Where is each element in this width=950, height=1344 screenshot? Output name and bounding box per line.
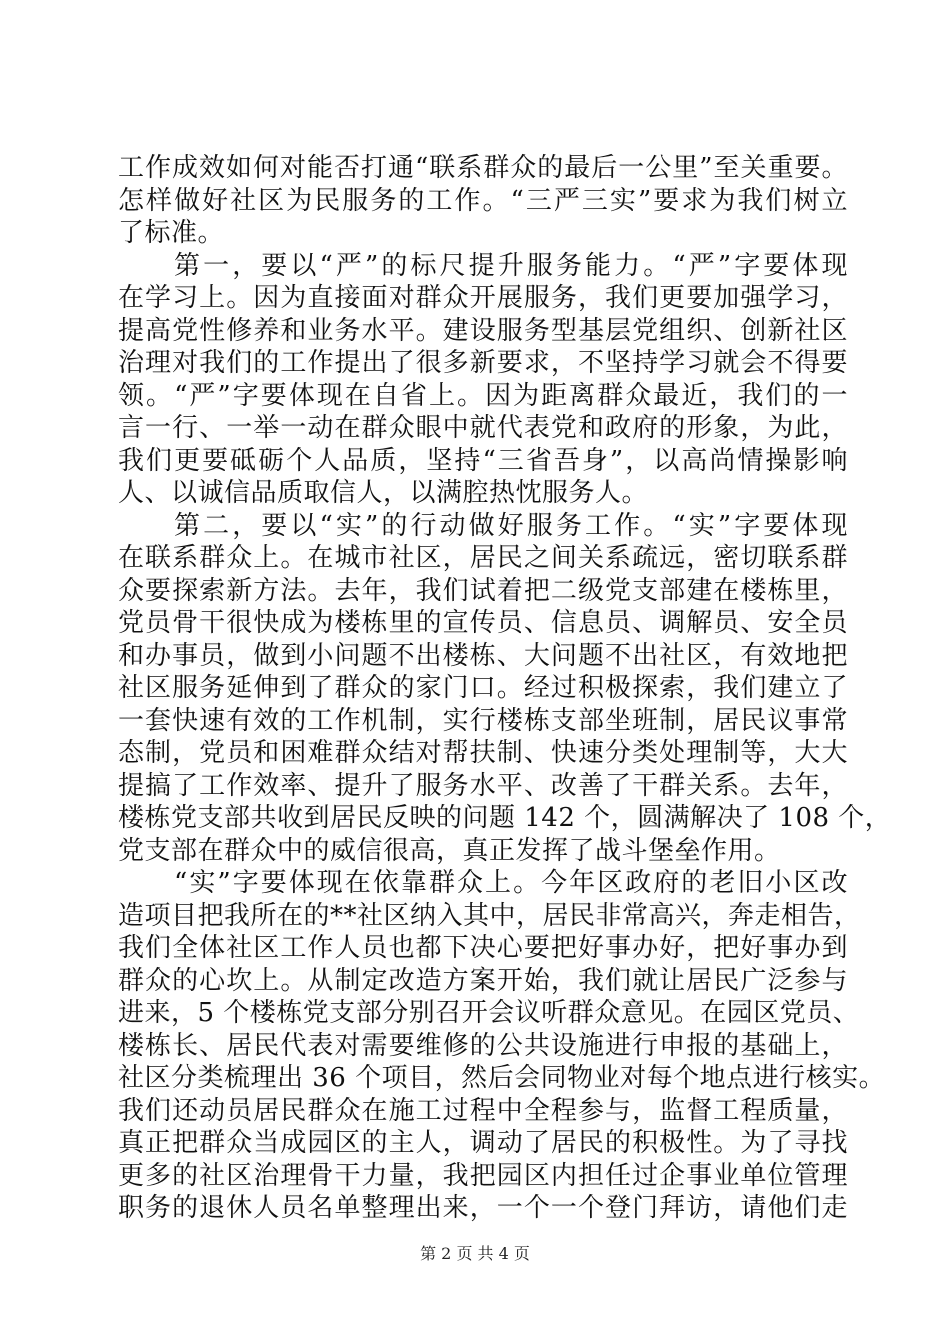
text-line: 一套快速有效的工作机制，实行楼栋支部坐班制，居民议事常	[118, 705, 848, 736]
text-line: 更多的社区治理骨干力量，我把园区内担任过企事业单位管理	[118, 1160, 848, 1191]
text-line: 楼栋党支部共收到居民反映的问题 142 个，圆满解决了 108 个，	[118, 803, 892, 833]
text-line: 党员骨干很快成为楼栋里的宣传员、信息员、调解员、安全员	[118, 608, 848, 638]
text-line: 提高党性修养和业务水平。建设服务型基层党组织、创新社区	[118, 315, 848, 346]
text-line: “实”字要体现在依靠群众上。今年区政府的老旧小区改	[174, 868, 848, 898]
text-line: 了标准。	[118, 218, 225, 248]
text-line: 在学习上。因为直接面对群众开展服务，我们更要加强学习，	[118, 283, 848, 313]
text-line: 和办事员，做到小问题不出楼栋、大问题不出社区，有效地把	[118, 640, 848, 671]
text-line: 第二，要以“实”的行动做好服务工作。“实”字要体现	[174, 510, 848, 541]
page-footer: 第 2 页 共 4 页	[420, 1244, 530, 1263]
text-line: 造项目把我所在的**社区纳入其中，居民非常高兴，奔走相告，	[118, 900, 861, 931]
text-line: 众要探索新方法。去年，我们试着把二级党支部建在楼栋里，	[118, 575, 848, 606]
text-line: 第一，要以“严”的标尺提升服务能力。“严”字要体现	[174, 250, 848, 281]
text-line: 态制，党员和困难群众结对帮扶制、快速分类处理制等，大大	[118, 738, 848, 768]
text-line: 怎样做好社区为民服务的工作。“三严三实”要求为我们树立	[118, 185, 848, 216]
text-line: 进来，5 个楼栋党支部分别召开会议听群众意见。在园区党员、	[118, 998, 860, 1028]
text-line: 群众的心坎上。从制定改造方案开始，我们就让居民广泛参与	[118, 965, 848, 996]
text-line: 我们还动员居民群众在施工过程中全程参与，监督工程质量，	[118, 1095, 848, 1126]
text-line: 领。“严”字要体现在自省上。因为距离群众最近，我们的一	[118, 380, 848, 411]
text-line: 人、以诚信品质取信人，以满腔热忱服务人。	[118, 478, 649, 508]
text-line: 我们更要砥砺个人品质，坚持“三省吾身”，以高尚情操影响	[118, 445, 848, 476]
text-line: 社区服务延伸到了群众的家门口。经过积极探索，我们建立了	[118, 673, 848, 703]
text-line: 党支部在群众中的威信很高，真正发挥了战斗堡垒作用。	[118, 835, 781, 866]
body-text	[118, 152, 892, 1225]
text-line: 社区分类梳理出 36 个项目，然后会同物业对每个地点进行核实。	[118, 1063, 886, 1093]
text-line: 真正把群众当成园区的主人，调动了居民的积极性。为了寻找	[118, 1128, 848, 1158]
text-line: 提搞了工作效率、提升了服务水平、改善了干群关系。去年，	[118, 770, 848, 801]
text-line: 职务的退休人员名单整理出来，一个一个登门拜访，请他们走	[118, 1193, 848, 1223]
text-line: 工作成效如何对能否打通“联系群众的最后一公里”至关重要。	[118, 153, 848, 183]
text-line: 言一行、一举一动在群众眼中就代表党和政府的形象，为此，	[118, 413, 848, 443]
text-line: 治理对我们的工作提出了很多新要求，不坚持学习就会不得要	[118, 348, 848, 378]
text-line: 楼栋长、居民代表对需要维修的公共设施进行申报的基础上，	[118, 1030, 848, 1061]
text-line: 在联系群众上。在城市社区，居民之间关系疏远，密切联系群	[118, 543, 848, 573]
text-line: 我们全体社区工作人员也都下决心要把好事办好，把好事办到	[118, 933, 848, 963]
